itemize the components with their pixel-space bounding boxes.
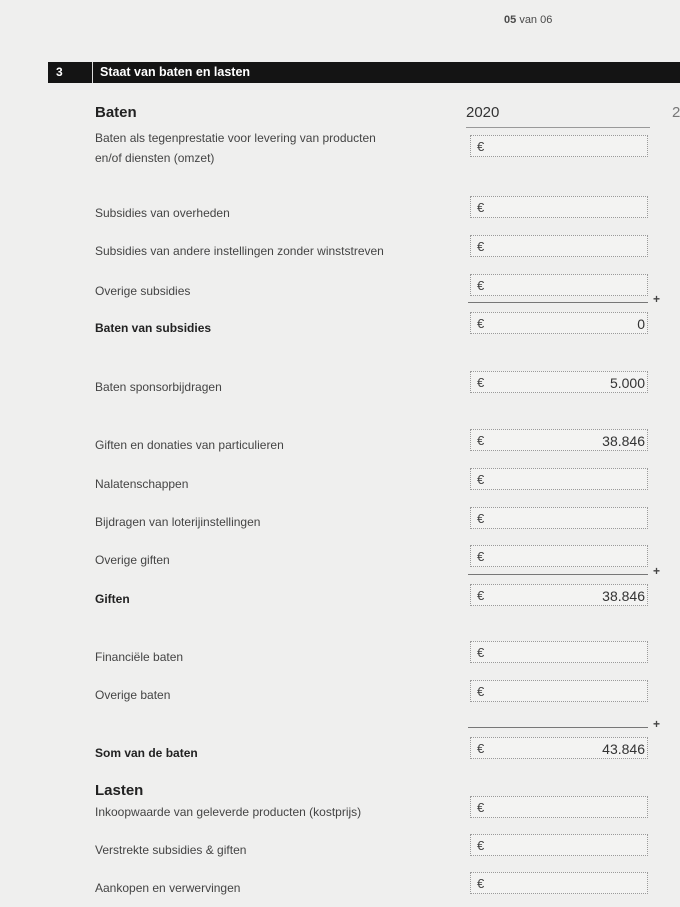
subsidies-instellingen-input[interactable] [470,235,648,257]
giften-total: € 38.846 [470,584,648,606]
plus-sign: + [653,292,661,306]
baten-heading: Baten [95,104,137,121]
row-label-subsidies-overheden: Subsidies van overheden [95,206,230,220]
som-baten-total: € 43.846 [470,737,648,759]
euro-sign: € [477,800,485,815]
overige-giften-input[interactable] [470,545,648,567]
euro-sign: € [477,684,485,699]
row-label-subsidies-instellingen: Subsidies van andere instellingen zonder winststreven [95,244,384,258]
row-label-financiele-baten: Financiële baten [95,650,184,664]
year-column-header: 2020 [466,104,500,121]
euro-sign: € [477,433,485,448]
sponsorbijdragen-input[interactable]: € 5.000 [470,371,648,393]
euro-sign: € [477,239,485,254]
euro-sign: € [477,472,485,487]
euro-sign: € [477,876,485,891]
giften-particulieren-input[interactable]: € 38.846 [470,429,648,451]
row-label-giften-particulieren: Giften en donaties van particulieren [95,438,284,452]
row-label-som-baten: Som van de baten [95,746,198,760]
omzet-input[interactable] [470,135,648,157]
row-label-loterij: Bijdragen van loterijinstellingen [95,515,261,529]
euro-sign: € [477,278,485,293]
plus-sign: + [653,717,661,731]
euro-sign: € [477,588,485,603]
financiele-baten-input[interactable] [470,641,648,663]
row-label-nalatenschappen: Nalatenschappen [95,477,189,491]
euro-sign: € [477,741,485,756]
page-number: 05 van 06 [504,14,553,26]
euro-sign: € [477,316,485,331]
row-label-giften-total: Giften [95,592,130,606]
euro-sign: € [477,838,485,853]
section-number: 3 [56,65,63,79]
plus-sign: + [653,564,661,578]
row-label-overige-subsidies: Overige subsidies [95,284,191,298]
row-label-verstrekte-subsidies: Verstrekte subsidies & giften [95,843,247,857]
row-label-sponsorbijdragen: Baten sponsorbijdragen [95,380,222,394]
section-title: Staat van baten en lasten [100,65,251,79]
euro-sign: € [477,200,485,215]
row-label-overige-giften: Overige giften [95,553,170,567]
year-underline [466,127,650,128]
sum-line [468,727,648,728]
subsidies-overheden-input[interactable] [470,196,648,218]
row-label-omzet: Baten als tegenprestatie voor levering van producten en/of diensten (omzet) [95,131,376,165]
nalatenschappen-input[interactable] [470,468,648,490]
sum-line [468,302,648,303]
euro-sign: € [477,511,485,526]
lasten-heading: Lasten [95,782,144,799]
euro-sign: € [477,139,485,154]
baten-subsidies-total: € 0 [470,312,648,334]
inkoopwaarde-input[interactable] [470,796,648,818]
next-year-column-header: 2 [672,104,680,121]
row-label-aankopen: Aankopen en verwervingen [95,881,241,895]
row-label-inkoopwaarde: Inkoopwaarde van geleverde producten (kostprijs) [95,805,362,819]
overige-baten-input[interactable] [470,680,648,702]
euro-sign: € [477,645,485,660]
euro-sign: € [477,549,485,564]
row-label-baten-subsidies: Baten van subsidies [95,321,212,335]
section-header [48,62,680,83]
verstrekte-subsidies-input[interactable] [470,834,648,856]
sum-line [468,574,648,575]
section-divider [92,62,93,83]
euro-sign: € [477,375,485,390]
row-label-overige-baten: Overige baten [95,688,171,702]
loterij-input[interactable] [470,507,648,529]
aankopen-input[interactable] [470,872,648,894]
overige-subsidies-input[interactable] [470,274,648,296]
